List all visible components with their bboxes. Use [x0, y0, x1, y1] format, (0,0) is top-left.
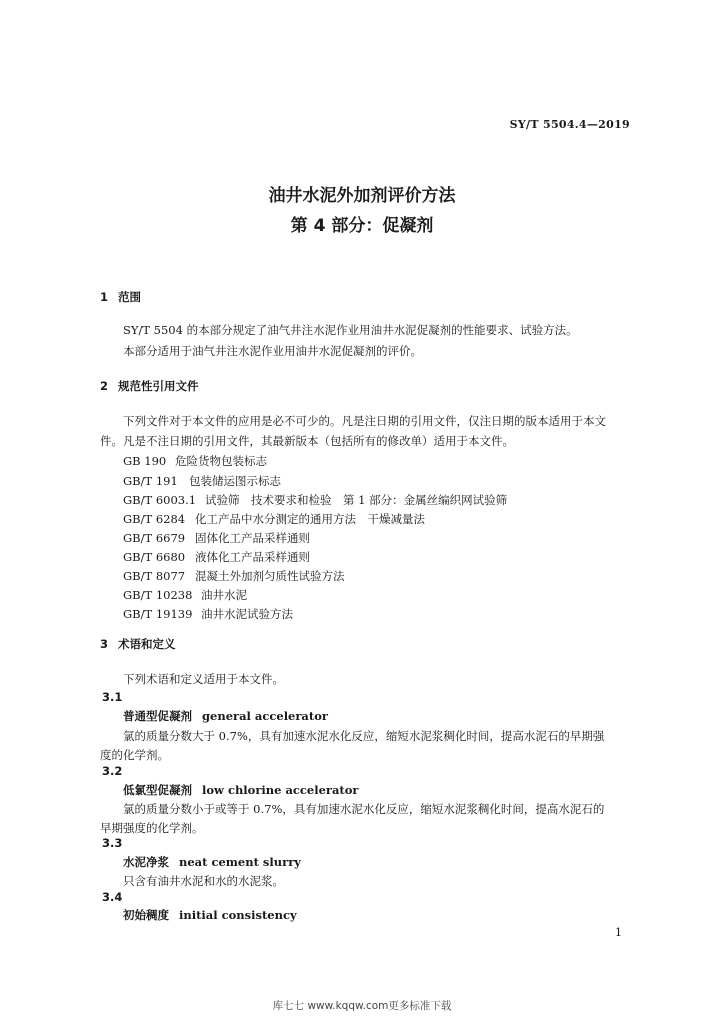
reference-item [123, 511, 425, 527]
term-number: 3.2 [102, 764, 123, 778]
section-number: 2 [100, 379, 109, 393]
reference-title: 油井水泥试验方法 [201, 607, 293, 621]
reference-item [123, 473, 281, 489]
term-en: initial consistency [179, 908, 297, 922]
page-number: 1 [615, 926, 622, 939]
reference-item [123, 587, 247, 603]
reference-title: 危险货物包装标志 [175, 454, 267, 468]
document-subtitle: 第 4 部分：促凝剂 [290, 216, 434, 236]
term-heading [123, 708, 328, 724]
reference-code: GB/T 191 [123, 474, 178, 488]
section-title: 术语和定义 [118, 637, 176, 651]
reference-item [123, 606, 293, 622]
reference-title: 包装储运图示标志 [189, 474, 281, 488]
reference-code: GB/T 6284 [123, 512, 186, 526]
paragraph: 下列术语和定义适用于本文件。 [123, 672, 284, 686]
paragraph: 件。凡是不注日期的引用文件，其最新版本（包括所有的修改单）适用于本文件。 [100, 434, 514, 448]
reference-title: 混凝土外加剂匀质性试验方法 [195, 569, 345, 583]
reference-title: 试验筛 技术要求和检验 第 1 部分：金属丝编织网试验筛 [205, 493, 508, 507]
reference-title: 化工产品中水分测定的通用方法 干燥减量法 [195, 512, 425, 526]
reference-item [123, 530, 310, 546]
standard-code: SY/T 5504.4—2019 [509, 118, 630, 131]
reference-item [123, 453, 267, 469]
term-zh: 低氯型促凝剂 [123, 783, 192, 797]
term-number: 3.4 [102, 890, 123, 904]
paragraph: SY/T 5504 的本部分规定了油气井注水泥作业用油井水泥促凝剂的性能要求、试验方法。 [123, 323, 578, 337]
section-number: 3 [100, 637, 109, 651]
reference-item [123, 568, 345, 584]
term-zh: 普通型促凝剂 [123, 709, 192, 723]
term-en: low chlorine accelerator [202, 783, 359, 797]
section-title: 规范性引用文件 [118, 379, 199, 393]
paragraph: 下列文件对于本文件的应用是必不可少的。凡是注日期的引用文件，仅注日期的版本适用于本文 [123, 414, 606, 428]
term-zh: 初始稠度 [123, 908, 169, 922]
term-definition: 早期强度的化学剂。 [100, 821, 204, 835]
reference-title: 液体化工产品采样通则 [195, 550, 310, 564]
term-heading [123, 907, 297, 923]
term-en: neat cement slurry [179, 855, 301, 869]
section-number: 1 [100, 290, 109, 304]
reference-item [123, 492, 507, 508]
term-definition: 只含有油井水泥和水的水泥浆。 [123, 874, 284, 888]
term-definition: 氯的质量分数大于 0.7%，具有加速水泥水化反应，缩短水泥浆稠化时间，提高水泥石的早期强 [123, 729, 605, 743]
term-definition: 度的化学剂。 [100, 748, 169, 762]
term-zh: 水泥净浆 [123, 855, 169, 869]
paragraph: 本部分适用于油气井注水泥作业用油井水泥促凝剂的评价。 [123, 344, 422, 358]
reference-code: GB/T 6680 [123, 550, 186, 564]
reference-title: 油井水泥 [201, 588, 247, 602]
reference-code: GB/T 6003.1 [123, 493, 197, 507]
section-heading-scope [100, 289, 141, 305]
term-heading [123, 782, 358, 798]
section-title: 范围 [118, 290, 141, 304]
reference-code: GB 190 [123, 454, 167, 468]
footer-watermark: 库七七 www.kqqw.com更多标准下载 [272, 1000, 452, 1012]
section-heading-terms-definitions [100, 636, 176, 652]
term-number: 3.1 [102, 690, 123, 704]
reference-item [123, 549, 310, 565]
term-number: 3.3 [102, 836, 123, 850]
reference-code: GB/T 10238 [123, 588, 193, 602]
reference-code: GB/T 8077 [123, 569, 186, 583]
reference-code: GB/T 6679 [123, 531, 186, 545]
term-en: general accelerator [202, 709, 328, 723]
section-heading-normative-references [100, 378, 199, 394]
reference-code: GB/T 19139 [123, 607, 193, 621]
document-title: 油井水泥外加剂评价方法 [268, 186, 456, 206]
term-heading [123, 854, 301, 870]
reference-title: 固体化工产品采样通则 [195, 531, 310, 545]
term-definition: 氯的质量分数小于或等于 0.7%，具有加速水泥水化反应，缩短水泥浆稠化时间，提高水泥石的 [123, 802, 605, 816]
